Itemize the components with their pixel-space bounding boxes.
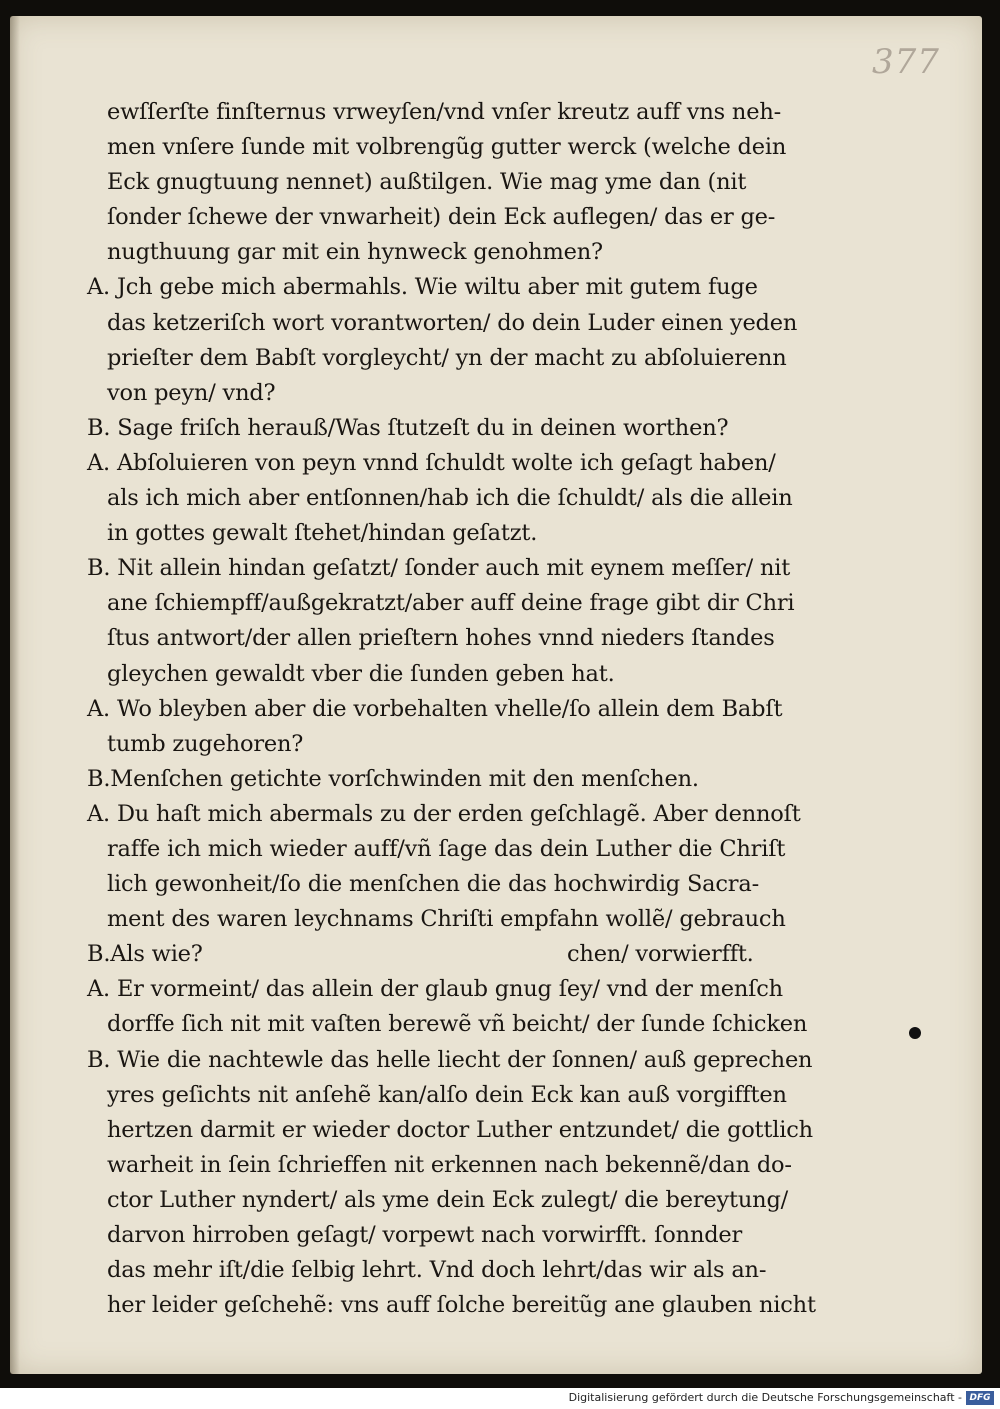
text-line: hertzen darmit er wieder doctor Luther entzundet/ die gottlich bbox=[107, 1116, 813, 1143]
dfg-logo: DFG bbox=[966, 1391, 994, 1405]
text-line: das ketzeriſch wort vorantworten/ do dein Luder einen yeden bbox=[107, 309, 798, 336]
text-line: B. Wie die nachtewle das helle liecht der ſonnen/ auß geprechen bbox=[87, 1046, 813, 1073]
text-line: B. Sage friſch herauß/Was ſtutzeſt du in deinen worthen? bbox=[87, 414, 729, 441]
text-line: A. Er vormeint/ das allein der glaub gnug ſey/ vnd der menſch bbox=[87, 976, 783, 1003]
text-line: das mehr iſt/die ſelbig lehrt. Vnd doch lehrt/das wir als an- bbox=[107, 1257, 767, 1284]
text-line: ſtus antwort/der allen prieſtern hohes vnnd nieders ſtandes bbox=[107, 625, 775, 652]
text-line: tumb zugehoren? bbox=[107, 730, 304, 757]
text-line: als ich mich aber entſonnen/hab ich die ſchuldt/ als die allein bbox=[107, 485, 793, 512]
text-line: in gottes gewalt ſtehet/hindan geſatzt. bbox=[107, 520, 538, 547]
text-line: men vnſere ſunde mit volbrengũg gutter werck (welche dein bbox=[107, 134, 787, 161]
text-line: prieſter dem Babſt vorgleycht/ yn der macht zu abſoluierenn bbox=[107, 344, 787, 371]
text-line: lich gewonheit/ſo die menſchen die das hochwirdig Sacra- bbox=[107, 871, 759, 898]
text-line: gleychen gewaldt vber die ſunden geben hat. bbox=[107, 660, 615, 687]
text-line: A. Du haſt mich abermals zu der erden geſchlagẽ. Aber dennoſt bbox=[87, 800, 801, 827]
text-line: ewſſerſte finſternus vrweyſen/vnd vnſer kreutz auff vns neh- bbox=[107, 99, 782, 125]
text-line: B. Nit allein hindan geſatzt/ ſonder auch mit eynem meſſer/ nit bbox=[87, 555, 791, 582]
text-line: B.Menſchen getichte vorſchwinden mit den menſchen. bbox=[87, 765, 699, 792]
text-line: ſonder ſchewe der vnwarheit) dein Eck auflegen/ das er ge- bbox=[107, 204, 776, 231]
page-gutter-shadow bbox=[10, 16, 20, 1374]
funding-credit: Digitalisierung gefördert durch die Deutsche Forschungsgemeinschaft - bbox=[568, 1391, 962, 1404]
text-line: ment des waren leychnams Chriſti empfahn wollẽ/ gebrauch bbox=[107, 906, 786, 933]
ink-dot bbox=[909, 1027, 921, 1039]
text-line: A. Jch gebe mich abermahls. Wie wiltu aber mit gutem fuge bbox=[87, 274, 758, 301]
text-line-continuation: chen/ vorwierfft. bbox=[567, 941, 754, 968]
text-block bbox=[87, 95, 816, 1323]
text-line: B.Als wie? chen/ vorwierfft. bbox=[87, 937, 797, 972]
text-line: von peyn/ vnd? bbox=[107, 379, 276, 406]
text-line: dorffe ſich nit mit vaſten berewẽ vñ beicht/ der ſunde ſchicken bbox=[107, 1011, 808, 1038]
text-line: Eck gnugtuung nennet) außtilgen. Wie mag yme dan (nit bbox=[107, 169, 747, 196]
text-line: ctor Luther nyndert/ als yme dein Eck zulegt/ die bereytung/ bbox=[107, 1186, 789, 1213]
folio-number: 377 bbox=[872, 42, 940, 82]
text-line: A. Wo bleyben aber die vorbehalten vhelle/ſo allein dem Babſt bbox=[87, 695, 783, 722]
footer-bar bbox=[0, 1388, 1000, 1409]
text-line: darvon hirroben geſagt/ vorpewt nach vorwirfft. ſonnder bbox=[107, 1222, 743, 1248]
text-line: raffe ich mich wieder auff/vñ ſage das dein Luther die Chriſt bbox=[107, 835, 786, 862]
text-line: A. Abſoluieren von peyn vnnd ſchuldt wolte ich geſagt haben/ bbox=[87, 449, 776, 476]
text-line: ane ſchiempff/außgekratzt/aber auff deine frage gibt dir Chri bbox=[107, 590, 795, 617]
text-line: warheit in ſein ſchrieffen nit erkennen nach bekennẽ/dan do- bbox=[107, 1151, 792, 1178]
text-line: nugthuung gar mit ein hynweck genohmen? bbox=[107, 239, 603, 266]
text-line: yres geſichts nit anſehẽ kan/alſo dein Eck kan auß vorgifften bbox=[107, 1081, 787, 1108]
text-line: her leider geſchehẽ: vns auff ſolche bereitũg ane glauben nicht bbox=[107, 1292, 816, 1319]
